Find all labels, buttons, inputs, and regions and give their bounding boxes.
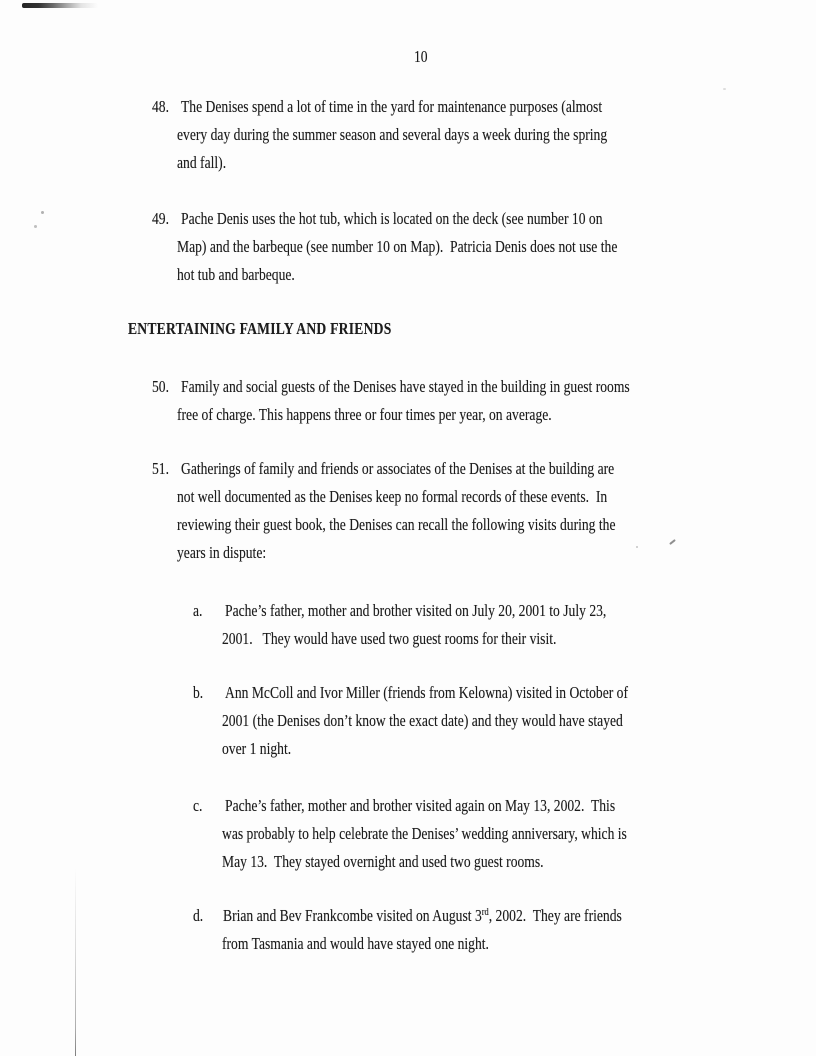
text-line: from Tasmania and would have stayed one night. <box>222 934 489 953</box>
text-line: Ann McColl and Ivor Miller (friends from Kelowna) visited in October of <box>225 683 628 702</box>
list-item-b-marker: b. <box>193 683 204 702</box>
page-number: 10 <box>414 47 428 66</box>
list-item-a-marker: a. <box>193 601 203 620</box>
text-line: years in dispute: <box>177 543 267 562</box>
paragraph-50-number: 50. <box>152 377 169 396</box>
paragraph-49-number: 49. <box>152 209 169 228</box>
text-line: May 13. They stayed overnight and used two guest rooms. <box>222 852 544 871</box>
text-line: not well documented as the Denises keep no formal records of these events. In <box>177 487 608 506</box>
text-line: Pache’s father, mother and brother visited on July 20, 2001 to July 23, <box>225 601 607 620</box>
text-segment: Brian and Bev Frankcombe visited on August 3 <box>223 906 482 925</box>
text-line: every day during the summer season and several days a week during the spring <box>177 125 608 144</box>
text-line: Gatherings of family and friends or associates of the Denises at the building are <box>181 459 615 478</box>
text-line: Pache Denis uses the hot tub, which is located on the deck (see number 10 on <box>181 209 603 228</box>
text-line: and fall). <box>177 153 227 172</box>
scan-speck <box>636 546 638 548</box>
text-line: was probably to help celebrate the Denises’ wedding anniversary, which is <box>222 824 627 843</box>
scan-speck <box>41 211 44 214</box>
paragraph-51-number: 51. <box>152 459 169 478</box>
text-line: The Denises spend a lot of time in the yard for maintenance purposes (almost <box>181 97 603 116</box>
text-line: 2001 (the Denises don’t know the exact date) and they would have stayed <box>222 711 623 730</box>
text-line: Pache’s father, mother and brother visited again on May 13, 2002. This <box>225 796 616 815</box>
text-line: over 1 night. <box>222 739 292 758</box>
text-segment: , 2002. They are friends <box>488 906 622 925</box>
text-line: reviewing their guest book, the Denises can recall the following visits during the <box>177 515 616 534</box>
scan-speck <box>723 88 726 90</box>
superscript-ordinal: rd <box>481 907 489 918</box>
text-line: Family and social guests of the Denises have stayed in the building in guest rooms <box>181 377 630 396</box>
text-line: 2001. They would have used two guest rooms for their visit. <box>222 629 557 648</box>
text-line: hot tub and barbeque. <box>177 265 295 284</box>
scan-smudge-top-left <box>22 3 98 8</box>
scan-vertical-line-left <box>75 868 76 1056</box>
section-heading: ENTERTAINING FAMILY AND FRIENDS <box>128 319 392 338</box>
list-item-c-marker: c. <box>193 796 203 815</box>
text-line: free of charge. This happens three or four times per year, on average. <box>177 405 552 424</box>
scan-speck <box>34 225 37 228</box>
scan-tick-mark <box>669 539 676 545</box>
list-item-d-marker: d. <box>193 906 204 925</box>
paragraph-48-number: 48. <box>152 97 169 116</box>
text-line: Map) and the barbeque (see number 10 on Map). Patricia Denis does not use the <box>177 237 618 256</box>
text-line <box>223 906 622 929</box>
